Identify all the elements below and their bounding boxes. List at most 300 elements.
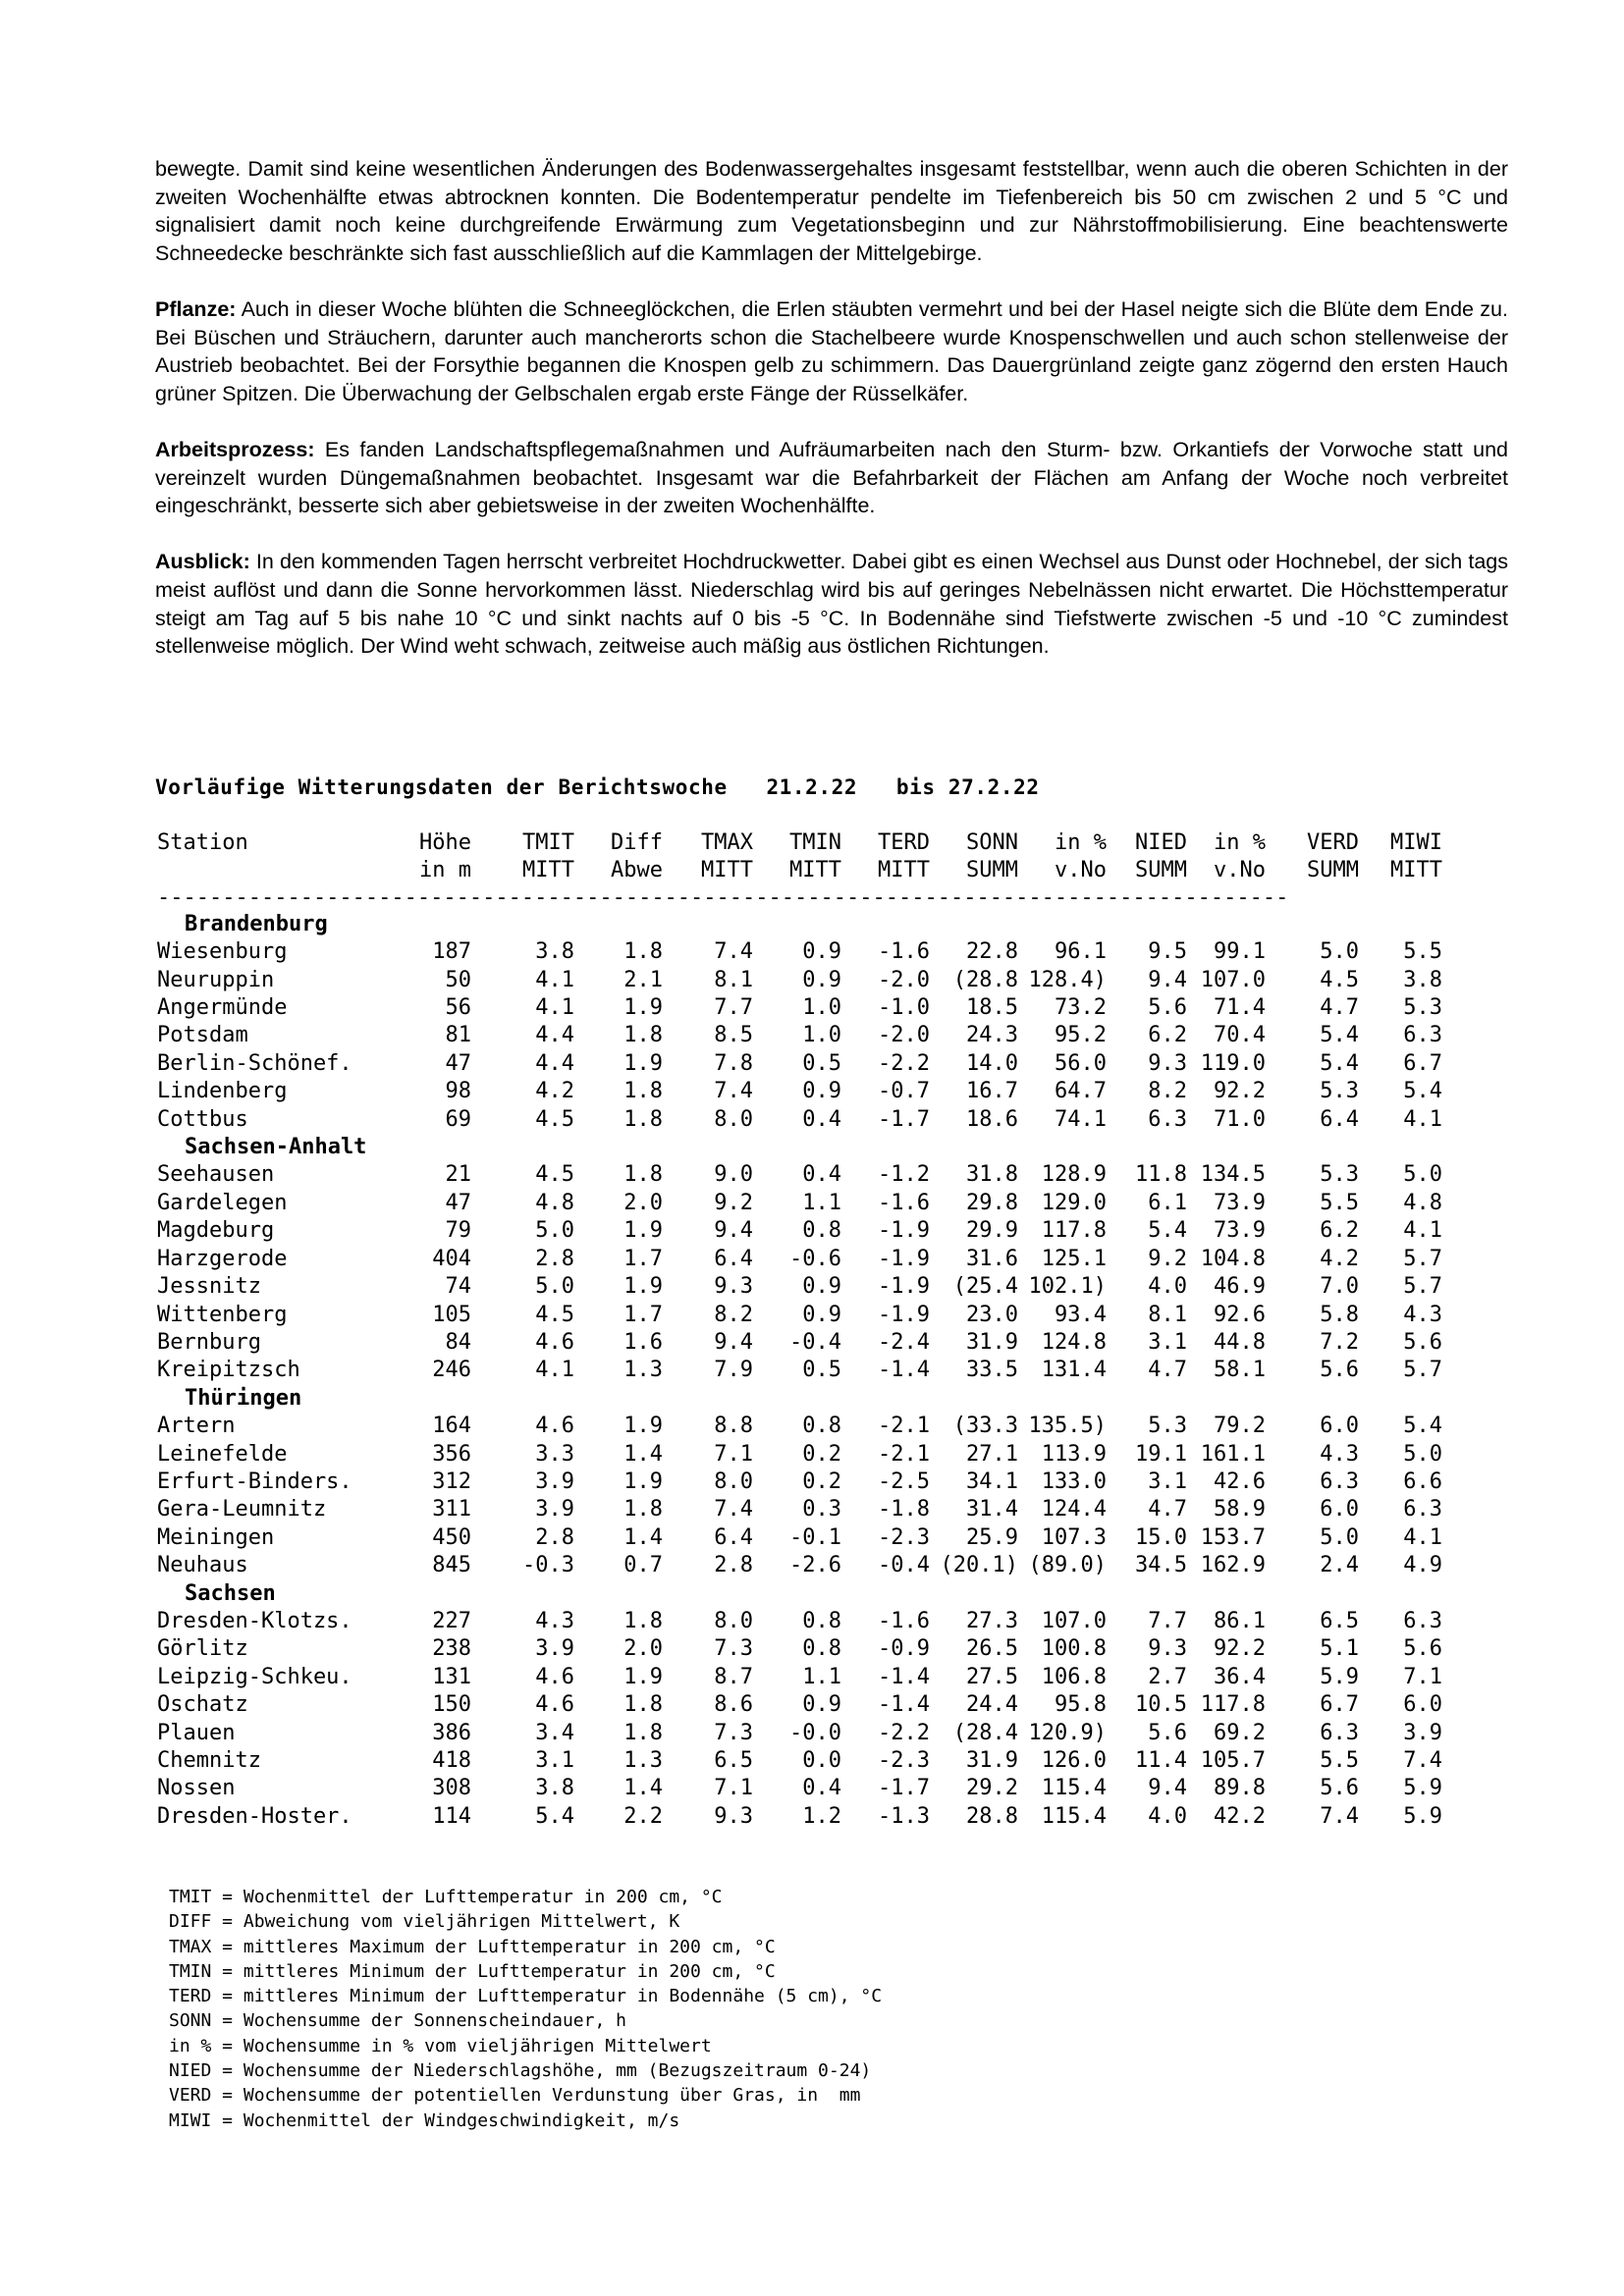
table-cell: 5.4 (535, 1803, 574, 1829)
table-cell: 4.6 (535, 1329, 574, 1355)
table-cell: 29.2 (966, 1776, 1018, 1801)
table-cell: 71.4 (1214, 995, 1266, 1021)
table-cell: 106.8 (1041, 1664, 1107, 1689)
table-row (157, 1496, 1442, 1523)
table-cell: 450 (432, 1524, 471, 1550)
table-cell: 162.9 (1200, 1553, 1266, 1578)
column-header: Diff (611, 830, 663, 855)
table-cell: 5.6 (1403, 1329, 1442, 1355)
table-cell: 7.3 (714, 1636, 753, 1662)
table-cell: 356 (432, 1441, 471, 1467)
table-cell: 4.2 (1320, 1246, 1359, 1271)
column-header: MITT (522, 858, 574, 883)
table-cell: 9.5 (1148, 939, 1187, 965)
table-cell: 3.3 (535, 1441, 574, 1467)
table-cell: 36.4 (1214, 1664, 1266, 1689)
table-cell: 7.7 (714, 995, 753, 1021)
table-cell: 0.9 (802, 1302, 841, 1327)
station-name: Oschatz (157, 1692, 248, 1718)
table-cell: 79 (445, 1218, 471, 1244)
table-cell: 4.6 (535, 1414, 574, 1439)
table-cell: -2.2 (878, 1720, 930, 1745)
region-row (157, 1134, 1442, 1161)
table-cell: 1.0 (802, 1023, 841, 1048)
table-cell: 8.1 (1148, 1302, 1187, 1327)
table-cell: 0.3 (802, 1497, 841, 1522)
column-header: TMAX (701, 830, 753, 855)
table-cell: 6.0 (1403, 1692, 1442, 1718)
table-cell: 5.3 (1403, 995, 1442, 1021)
table-cell: 5.4 (1403, 1079, 1442, 1104)
legend-line: TMAX = mittleres Maximum der Lufttemperatur in 200 cm, °C (169, 1936, 776, 1957)
table-cell: 7.0 (1320, 1274, 1359, 1300)
table-cell: 31.9 (966, 1748, 1018, 1773)
column-header: v.No (1055, 858, 1107, 883)
legend-line: TMIN = mittleres Minimum der Lufttemperatur in 200 cm, °C (169, 1960, 776, 1982)
table-cell: 64.7 (1055, 1079, 1107, 1104)
table-cell: 6.4 (714, 1524, 753, 1550)
table-cell: 7.9 (714, 1358, 753, 1383)
table-cell: 6.0 (1320, 1414, 1359, 1439)
table-cell: 1.2 (802, 1803, 841, 1829)
region-heading: Brandenburg (185, 911, 328, 936)
table-cell: 31.4 (966, 1497, 1018, 1522)
station-name: Leipzig-Schkeu. (157, 1664, 352, 1689)
table-cell: -1.9 (878, 1218, 930, 1244)
table-cell: -1.7 (878, 1106, 930, 1132)
column-header: v.No (1214, 858, 1266, 883)
table-cell: 6.3 (1320, 1468, 1359, 1494)
table-cell: 1.8 (623, 939, 663, 965)
paragraph-work: Arbeitsprozess: Es fanden Landschaftspflegemaßnahmen und Aufräumarbeiten nach den Sturm- bzw. Orkantiefs der Vorwoche statt und vereinzelt wurden Düngemaßnahmen beobachtet. Insgesamt war die Befahrbarkeit der Flächen am Anfang der Woche noch verbreitet eingeschränkt, besserte sich aber gebietsweise in der zweiten Wochenhälfte. (155, 437, 1508, 518)
column-header: TERD (878, 830, 930, 855)
table-cell: 1.8 (623, 1608, 663, 1633)
table-cell: 4.8 (535, 1190, 574, 1215)
table-cell: 7.4 (714, 1497, 753, 1522)
table-cell: 1.7 (623, 1246, 663, 1271)
region-heading: Sachsen (185, 1580, 276, 1606)
table-cell: 74.1 (1055, 1106, 1107, 1132)
table-row (157, 1552, 1442, 1579)
station-name: Neuruppin (157, 967, 275, 992)
table-cell: 95.2 (1055, 1023, 1107, 1048)
table-cell: -0.3 (522, 1553, 574, 1578)
table-cell: 1.9 (623, 1274, 663, 1300)
table-cell: 2.0 (623, 1190, 663, 1215)
table-cell: 74 (445, 1274, 471, 1300)
table-cell: -2.1 (878, 1441, 930, 1467)
table-cell: 0.8 (802, 1414, 841, 1439)
table-cell: 2.8 (535, 1246, 574, 1271)
region-heading: Sachsen-Anhalt (185, 1135, 367, 1160)
table-cell: 114 (432, 1803, 471, 1829)
table-cell: 4.1 (1403, 1524, 1442, 1550)
paragraph-outlook: Ausblick: In den kommenden Tagen herrscht verbreitet Hochdruckwetter. Dabei gibt es einen Wechsel aus Dunst oder Hochnebel, der sich tags meist auflöst und dann die Sonne hervorkommen lässt. Niederschlag wird bis auf geringes Nebelnässen nicht erwartet. Die Höchsttemperatur steigt am Tag auf 5 bis nahe 10 °C und sinkt nachts auf 0 bis -5 °C. In Bodennähe sind Tiefstwerte zwischen -5 und -10 °C zumindest stellenweise möglich. Der Wind weht schwach, zeitweise auch mäßig aus östlichen Richtungen. (155, 550, 1508, 659)
table-row (157, 1190, 1442, 1217)
table-cell: 5.6 (1148, 1720, 1187, 1745)
legend-line: VERD = Wochensumme der potentiellen Verdunstung über Gras, in mm (169, 2085, 861, 2107)
table-cell: -0.4 (878, 1553, 930, 1578)
table-cell: 5.3 (1320, 1079, 1359, 1104)
table-cell: 1.8 (623, 1079, 663, 1104)
table-cell: 4.6 (535, 1664, 574, 1689)
station-name: Plauen (157, 1720, 236, 1745)
table-cell: 34.5 (1135, 1553, 1187, 1578)
table-row (157, 1413, 1442, 1440)
table-cell: 3.1 (1148, 1468, 1187, 1494)
station-name: Potsdam (157, 1023, 248, 1048)
table-row (157, 1720, 1442, 1747)
table-row (157, 1217, 1442, 1245)
region-heading: Thüringen (185, 1385, 302, 1411)
table-cell: 50 (445, 967, 471, 992)
table-cell: (25.4 (952, 1274, 1018, 1300)
station-name: Magdeburg (157, 1218, 275, 1244)
table-cell: 69 (445, 1106, 471, 1132)
table-cell: 1.4 (623, 1776, 663, 1801)
table-cell: 5.5 (1320, 1190, 1359, 1215)
column-header: MITT (1390, 858, 1442, 883)
column-header: TMIT (522, 830, 574, 855)
table-cell: 6.3 (1403, 1497, 1442, 1522)
table-cell: 119.0 (1200, 1050, 1266, 1076)
table-cell: 7.4 (1320, 1803, 1359, 1829)
table-cell: 10.5 (1135, 1692, 1187, 1718)
table-cell: 89.8 (1214, 1776, 1266, 1801)
table-cell: 8.0 (714, 1468, 753, 1494)
table-row (157, 1664, 1442, 1691)
table-cell: 5.0 (1403, 1162, 1442, 1188)
station-name: Artern (157, 1414, 236, 1439)
column-header: SUMM (966, 858, 1018, 883)
table-cell: 27.3 (966, 1608, 1018, 1633)
legend-line: MIWI = Wochenmittel der Windgeschwindigkeit, m/s (169, 2109, 680, 2131)
table-cell: 7.7 (1148, 1608, 1187, 1633)
column-header: in % (1055, 830, 1107, 855)
table-cell: 104.8 (1200, 1246, 1266, 1271)
table-cell: 5.7 (1403, 1246, 1442, 1271)
station-name: Dresden-Hoster. (157, 1803, 352, 1829)
table-cell: 5.3 (1148, 1414, 1187, 1439)
table-row (157, 1106, 1442, 1134)
table-cell: 6.3 (1403, 1023, 1442, 1048)
table-cell: -1.0 (878, 995, 930, 1021)
table-cell: 125.1 (1041, 1246, 1107, 1271)
table-cell: 1.9 (623, 1468, 663, 1494)
table-cell: 6.7 (1403, 1050, 1442, 1076)
table-cell: -1.6 (878, 1190, 930, 1215)
table-row (157, 1246, 1442, 1273)
table-cell: 246 (432, 1358, 471, 1383)
table-cell: 0.2 (802, 1468, 841, 1494)
table-cell: 5.1 (1320, 1636, 1359, 1662)
table-cell: 5.4 (1403, 1414, 1442, 1439)
table-cell: 134.5 (1200, 1162, 1266, 1188)
station-name: Wiesenburg (157, 939, 288, 965)
table-cell: 0.4 (802, 1106, 841, 1132)
table-cell: 0.5 (802, 1050, 841, 1076)
column-header: Abwe (611, 858, 663, 883)
table-cell: 0.2 (802, 1441, 841, 1467)
table-cell: -2.2 (878, 1050, 930, 1076)
table-cell: 73.9 (1214, 1218, 1266, 1244)
table-cell: 7.1 (714, 1441, 753, 1467)
table-cell: 2.8 (535, 1524, 574, 1550)
table-cell: 5.0 (535, 1274, 574, 1300)
table-cell: 126.0 (1041, 1748, 1107, 1773)
station-name: Cottbus (157, 1106, 248, 1132)
table-cell: 124.4 (1041, 1497, 1107, 1522)
table-cell: 0.7 (623, 1553, 663, 1578)
region-row (157, 1580, 1442, 1608)
table-cell: 1.9 (623, 1218, 663, 1244)
station-name: Dresden-Klotzs. (157, 1608, 352, 1633)
table-cell: 164 (432, 1414, 471, 1439)
table-cell: 5.4 (1320, 1050, 1359, 1076)
legend-line: TMIT = Wochenmittel der Lufttemperatur in 200 cm, °C (169, 1887, 723, 1907)
table-cell: 187 (432, 939, 471, 965)
table-cell: -0.6 (789, 1246, 841, 1271)
table-cell: 124.8 (1041, 1329, 1107, 1355)
table-cell: 120.9) (1028, 1720, 1107, 1745)
table-cell: 6.2 (1148, 1023, 1187, 1048)
table-cell: -1.4 (878, 1358, 930, 1383)
table-cell: 9.0 (714, 1162, 753, 1188)
station-name: Gera-Leumnitz (157, 1497, 327, 1522)
table-cell: 81 (445, 1023, 471, 1048)
table-row (157, 1635, 1442, 1663)
table-cell: 6.5 (714, 1748, 753, 1773)
table-cell: 1.1 (802, 1190, 841, 1215)
table-row (157, 1468, 1442, 1496)
table-cell: 2.4 (1320, 1553, 1359, 1578)
table-cell: 5.7 (1403, 1274, 1442, 1300)
station-name: Wittenberg (157, 1302, 288, 1327)
table-cell: 6.3 (1320, 1720, 1359, 1745)
table-cell: 6.7 (1320, 1692, 1359, 1718)
table-cell: 33.5 (966, 1358, 1018, 1383)
column-header: SUMM (1135, 858, 1187, 883)
table-cell: 9.4 (1148, 1776, 1187, 1801)
table-cell: 5.4 (1320, 1023, 1359, 1048)
table-cell: 92.2 (1214, 1079, 1266, 1104)
table-cell: 9.4 (1148, 967, 1187, 992)
table-cell: 0.5 (802, 1358, 841, 1383)
table-cell: 5.0 (1320, 939, 1359, 965)
table-cell: 9.2 (714, 1190, 753, 1215)
table-cell: 98 (445, 1079, 471, 1104)
table-cell: 9.2 (1148, 1246, 1187, 1271)
station-name: Meiningen (157, 1524, 275, 1550)
header-row (157, 829, 1442, 857)
station-name: Gardelegen (157, 1190, 288, 1215)
table-cell: -1.6 (878, 1608, 930, 1633)
table-cell: 5.3 (1320, 1162, 1359, 1188)
table-cell: 93.4 (1055, 1302, 1107, 1327)
table-cell: 7.8 (714, 1050, 753, 1076)
column-header: in % (1214, 830, 1266, 855)
table-cell: 69.2 (1214, 1720, 1266, 1745)
table-cell: 4.5 (1320, 967, 1359, 992)
table-row (157, 1441, 1442, 1468)
table-cell: 1.3 (623, 1358, 663, 1383)
station-name: Lindenberg (157, 1079, 288, 1104)
table-cell: 5.9 (1403, 1803, 1442, 1829)
table-cell: 29.8 (966, 1190, 1018, 1215)
table-cell: 4.9 (1403, 1553, 1442, 1578)
table-cell: -2.0 (878, 1023, 930, 1048)
table-cell: 3.1 (1148, 1329, 1187, 1355)
separator-line: --------------------------------------------------------------------------------------- (157, 884, 1289, 910)
table-cell: 7.1 (714, 1776, 753, 1801)
column-header (157, 857, 383, 884)
table-row (157, 1608, 1442, 1635)
table-row (157, 1775, 1442, 1802)
table-cell: 107.0 (1041, 1608, 1107, 1633)
paragraph-plants: Pflanze: Auch in dieser Woche blühten die Schneeglöckchen, die Erlen stäubten vermehrt und bei der Hasel neigte sich die Blüte dem Ende zu. Bei Büschen und Sträuchern, darunter auch mancherorts schon die Stachelbeere wurde Knospenschwellen und auch schon stellenweise der Austrieb beobachtet. Bei der Forsythie begannen die Knospen gelb zu schimmern. Das Dauergrünland zeigte ganz zögernd den ersten Hauch grüner Spitzen. Die Überwachung der Gelbschalen ergab erste Fänge der Rüsselkäfer. (155, 296, 1508, 405)
table-cell: 4.5 (535, 1162, 574, 1188)
table-cell: 96.1 (1055, 939, 1107, 965)
table-cell: 8.0 (714, 1608, 753, 1633)
table-cell: 6.5 (1320, 1608, 1359, 1633)
table-cell: 4.1 (535, 995, 574, 1021)
table-cell: 18.6 (966, 1106, 1018, 1132)
table-cell: -2.4 (878, 1329, 930, 1355)
table-cell: 4.7 (1320, 995, 1359, 1021)
table-cell: 308 (432, 1776, 471, 1801)
table-cell: 115.4 (1041, 1803, 1107, 1829)
station-name: Angermünde (157, 995, 288, 1021)
station-name: Leinefelde (157, 1441, 288, 1467)
table-cell: -2.1 (878, 1414, 930, 1439)
table-cell: 100.8 (1041, 1636, 1107, 1662)
table-cell: 115.4 (1041, 1776, 1107, 1801)
table-cell: 8.0 (714, 1106, 753, 1132)
table-cell: 0.8 (802, 1218, 841, 1244)
table-cell: 79.2 (1214, 1414, 1266, 1439)
report-text (155, 155, 1508, 661)
table-cell: 2.1 (623, 967, 663, 992)
table-cell: 1.4 (623, 1441, 663, 1467)
table-cell: 3.9 (535, 1468, 574, 1494)
table-cell: -1.6 (878, 939, 930, 965)
table-cell: 7.3 (714, 1720, 753, 1745)
table-cell: 117.8 (1200, 1692, 1266, 1718)
table-cell: 95.8 (1055, 1692, 1107, 1718)
table-cell: 21 (445, 1162, 471, 1188)
table-cell: 5.0 (535, 1218, 574, 1244)
outlook-heading: Ausblick: (155, 550, 250, 574)
column-header: MITT (878, 858, 930, 883)
station-name: Kreipitzsch (157, 1358, 300, 1383)
abbreviation-legend (169, 1885, 882, 2133)
table-cell: 6.3 (1148, 1106, 1187, 1132)
table-cell: 131 (432, 1664, 471, 1689)
column-header: TMIN (789, 830, 841, 855)
table-cell: 34.1 (966, 1468, 1018, 1494)
table-cell: -0.7 (878, 1079, 930, 1104)
table-cell: 1.8 (623, 1162, 663, 1188)
table-cell: 4.4 (535, 1023, 574, 1048)
table-cell: 1.1 (802, 1664, 841, 1689)
table-cell: 404 (432, 1246, 471, 1271)
column-header: MIWI (1390, 830, 1442, 855)
column-header: Station (157, 830, 248, 855)
table-cell: 4.5 (535, 1302, 574, 1327)
table-cell: 2.8 (714, 1553, 753, 1578)
table-cell: 4.4 (535, 1050, 574, 1076)
table-cell: 9.4 (714, 1218, 753, 1244)
table-cell: -1.9 (878, 1302, 930, 1327)
table-cell: 6.4 (1320, 1106, 1359, 1132)
table-cell: 1.8 (623, 1692, 663, 1718)
table-cell: 7.4 (1403, 1748, 1442, 1773)
table-cell: 3.1 (535, 1748, 574, 1773)
table-cell: 0.9 (802, 939, 841, 965)
table-cell: 4.3 (535, 1608, 574, 1633)
table-cell: 4.7 (1148, 1497, 1187, 1522)
table-cell: -1.2 (878, 1162, 930, 1188)
table-cell: 105.7 (1200, 1748, 1266, 1773)
table-title: Vorläufige Witterungsdaten der Berichtswoche 21.2.22 bis 27.2.22 (155, 775, 1040, 799)
table-cell: 1.7 (623, 1302, 663, 1327)
table-row (157, 1302, 1442, 1329)
table-cell: 4.1 (535, 967, 574, 992)
table-cell: -1.8 (878, 1497, 930, 1522)
column-header: NIED (1135, 830, 1187, 855)
table-cell: 4.1 (1403, 1106, 1442, 1132)
table-cell: 0.9 (802, 1079, 841, 1104)
column-header: VERD (1307, 830, 1359, 855)
table-cell: 15.0 (1135, 1524, 1187, 1550)
table-row (157, 938, 1442, 966)
paragraph-soil: bewegte. Damit sind keine wesentlichen Änderungen des Bodenwassergehaltes insgesamt feststellbar, wenn auch die oberen Schichten in der zweiten Wochenhälfte etwas abtrocknen konnten. Die Bodentemperatur pendelte im Tiefenbereich bis 50 cm zwischen 2 und 5 °C und signalisiert damit noch keine durchgreifende Erwärmung zum Vegetationsbeginn und zur Nährstoffmobilisierung. Eine beachtenswerte Schneedecke beschränkte sich fast ausschließlich auf die Kammlagen der Mittelgebirge. (155, 157, 1508, 265)
table-cell: 8.6 (714, 1692, 753, 1718)
table-cell: 7.4 (714, 1079, 753, 1104)
table-cell: 3.8 (535, 1776, 574, 1801)
table-row (157, 1078, 1442, 1105)
table-cell: 4.5 (535, 1106, 574, 1132)
table-cell: 86.1 (1214, 1608, 1266, 1633)
table-cell: 24.4 (966, 1692, 1018, 1718)
table-cell: 5.9 (1403, 1776, 1442, 1801)
table-cell: 128.9 (1041, 1162, 1107, 1188)
table-cell: 1.6 (623, 1329, 663, 1355)
table-cell: 27.1 (966, 1441, 1018, 1467)
table-cell: 71.0 (1214, 1106, 1266, 1132)
table-cell: 131.4 (1041, 1358, 1107, 1383)
table-cell: 4.3 (1403, 1302, 1442, 1327)
table-cell: 105 (432, 1302, 471, 1327)
table-cell: 73.9 (1214, 1190, 1266, 1215)
table-cell: -1.3 (878, 1803, 930, 1829)
table-cell: 8.2 (714, 1302, 753, 1327)
table-cell: 117.8 (1041, 1218, 1107, 1244)
table-cell: 14.0 (966, 1050, 1018, 1076)
table-cell: 133.0 (1041, 1468, 1107, 1494)
table-cell: 6.4 (714, 1246, 753, 1271)
column-header: in m (419, 858, 471, 883)
table-cell: -0.4 (789, 1329, 841, 1355)
table-cell: -1.4 (878, 1664, 930, 1689)
table-cell: 99.1 (1214, 939, 1266, 965)
table-cell: 6.6 (1403, 1468, 1442, 1494)
table-cell: 7.4 (714, 939, 753, 965)
table-cell: 1.4 (623, 1524, 663, 1550)
legend-line: DIFF = Abweichung vom vieljährigen Mittelwert, K (169, 1911, 680, 1933)
station-name: Jessnitz (157, 1274, 261, 1300)
station-name: Neuhaus (157, 1553, 248, 1578)
